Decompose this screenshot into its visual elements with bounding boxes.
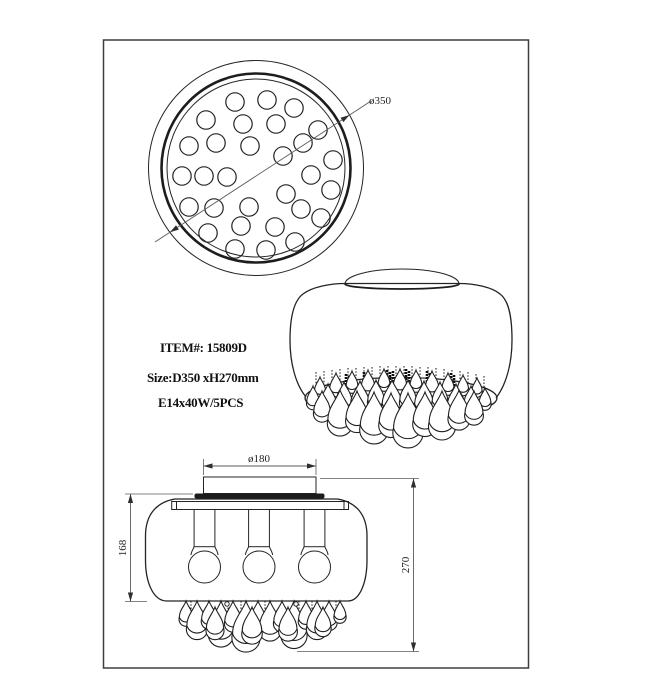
canopy-diameter-dimension-180 xyxy=(204,453,317,475)
top-view-rim-ring xyxy=(162,74,351,263)
arrowhead-icon xyxy=(128,593,133,602)
bulb-sockets xyxy=(189,510,331,584)
canopy-diameter-label: ø180 xyxy=(248,453,270,465)
perspective-drops xyxy=(306,369,491,448)
arrowhead-icon xyxy=(411,479,416,488)
arrowhead-icon xyxy=(204,463,213,468)
front-beads xyxy=(225,602,298,606)
arrowhead-icon xyxy=(128,494,133,503)
bulb-unit xyxy=(189,510,221,584)
dimension-line xyxy=(155,101,371,242)
spec-text-block xyxy=(147,340,259,410)
perspective-view xyxy=(290,269,512,448)
bulb-unit xyxy=(299,510,331,584)
size-label: Size:D350 xH270mm xyxy=(147,370,259,385)
top-view-outer-circle xyxy=(149,61,364,276)
top-diameter-label: ø350 xyxy=(369,95,391,107)
top-cap-arc xyxy=(345,269,459,284)
item-number-label: ITEM#: 15809D xyxy=(160,340,247,355)
body-height-label: 168 xyxy=(117,539,129,557)
total-height-label: 270 xyxy=(400,556,412,574)
front-view xyxy=(117,453,419,652)
diameter-dimension-350 xyxy=(155,95,392,242)
arrowhead-icon xyxy=(307,463,316,468)
shade-body-front xyxy=(146,499,368,601)
top-cap-seam xyxy=(345,284,459,289)
mounting-flange xyxy=(195,494,325,499)
inner-mounting-plate xyxy=(172,502,349,510)
top-view-inner-circle xyxy=(167,79,345,257)
top-view xyxy=(149,61,392,276)
bulb-unit xyxy=(243,510,275,584)
body-height-dimension-168 xyxy=(117,494,193,602)
lamp-spec-label: E14x40W/5PCS xyxy=(158,395,244,410)
ceiling-canopy xyxy=(204,477,317,494)
front-drops xyxy=(179,601,346,652)
arrowhead-icon xyxy=(411,643,416,652)
